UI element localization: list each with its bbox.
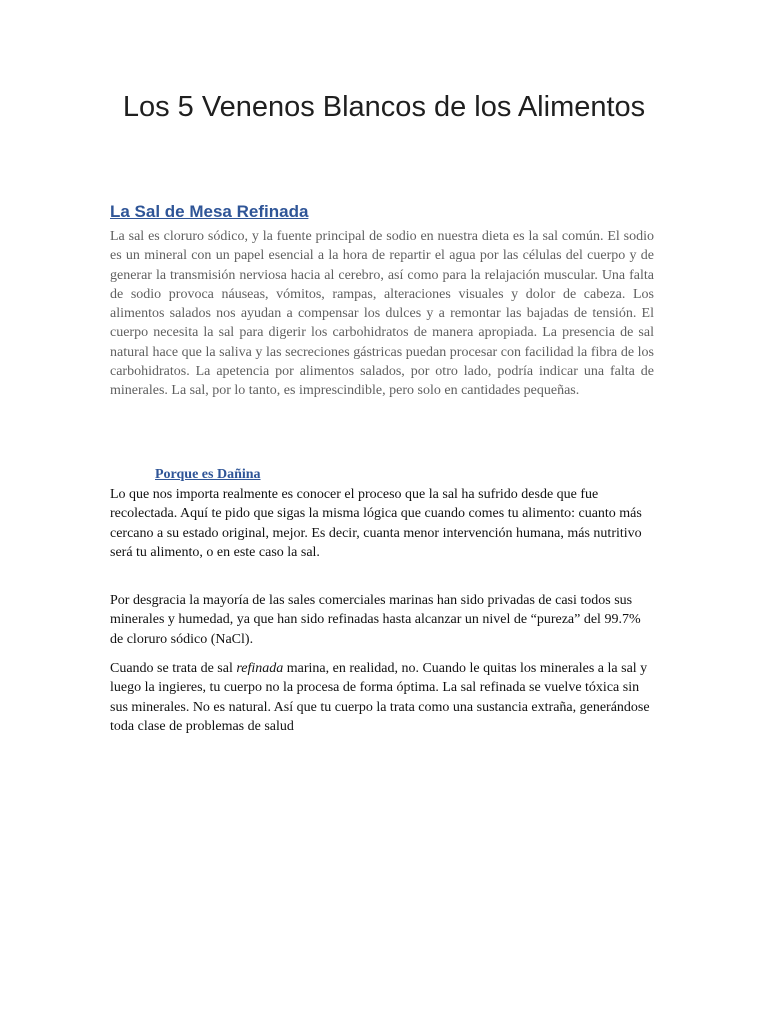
body-paragraph-2: Por desgracia la mayoría de las sales comerciales marinas han sido privadas de casi todos sus minerales y humedad, ya que han sido refinadas hasta alcanzar un nivel de “pureza” del 99.7% de cloruro sódico (NaCl). (110, 593, 641, 647)
subheading: Porque es Dañina (155, 467, 261, 482)
document-title: Los 5 Venenos Blancos de los Alimentos (122, 91, 646, 123)
body-paragraph-1: Lo que nos importa realmente es conocer el proceso que la sal ha sufrido desde que fue recolectada. Aquí te pido que sigas la misma lógica que cuando comes tu alimento: cuanto más cercano a su estado original, mejor. Es decir, cuanta menor intervención humana, más nutritivo será tu alimento, o en este caso la sal. (110, 487, 642, 561)
paragraph-3-italic: refinada (236, 661, 284, 676)
paragraph-3-start: Cuando se trata de sal (110, 661, 237, 676)
section-heading: La Sal de Mesa Refinada (110, 202, 309, 221)
body-paragraph-3 (110, 659, 654, 737)
paragraph-3-end: marina, en realidad, no. Cuando le quitas los minerales a la sal y luego la ingieres, tu cuerpo no la procesa de forma óptima. La sal refinada se vuelve tóxica sin sus minerales. No es natural. Así que tu cuerpo la trata como una sustancia extraña, generándose toda clase de problemas de salud (110, 661, 650, 735)
intro-paragraph: La sal es cloruro sódico, y la fuente principal de sodio en nuestra dieta es la sal común. El sodio es un mineral con un papel esencial a la hora de repartir el agua por las células del cuerpo y de generar la transmisión nerviosa hacia al cerebro, así como para la relajación muscular. Una falta de sodio provoca náuseas, vómitos, rampas, alteraciones visuales y dolor de cabeza. Los alimentos salados nos ayudan a compensar los dulces y a remontar las bajadas de tensión. El cuerpo necesita la sal para digerir los carbohidratos de manera apropiada. La presencia de sal natural hace que la saliva y las secreciones gástricas puedan procesar con facilidad la fibra de los carbohidratos. La apetencia por alimentos salados, por otro lado, podría indicar una falta de minerales. La sal, por lo tanto, es imprescindible, pero solo en cantidades pequeñas. (110, 229, 654, 399)
